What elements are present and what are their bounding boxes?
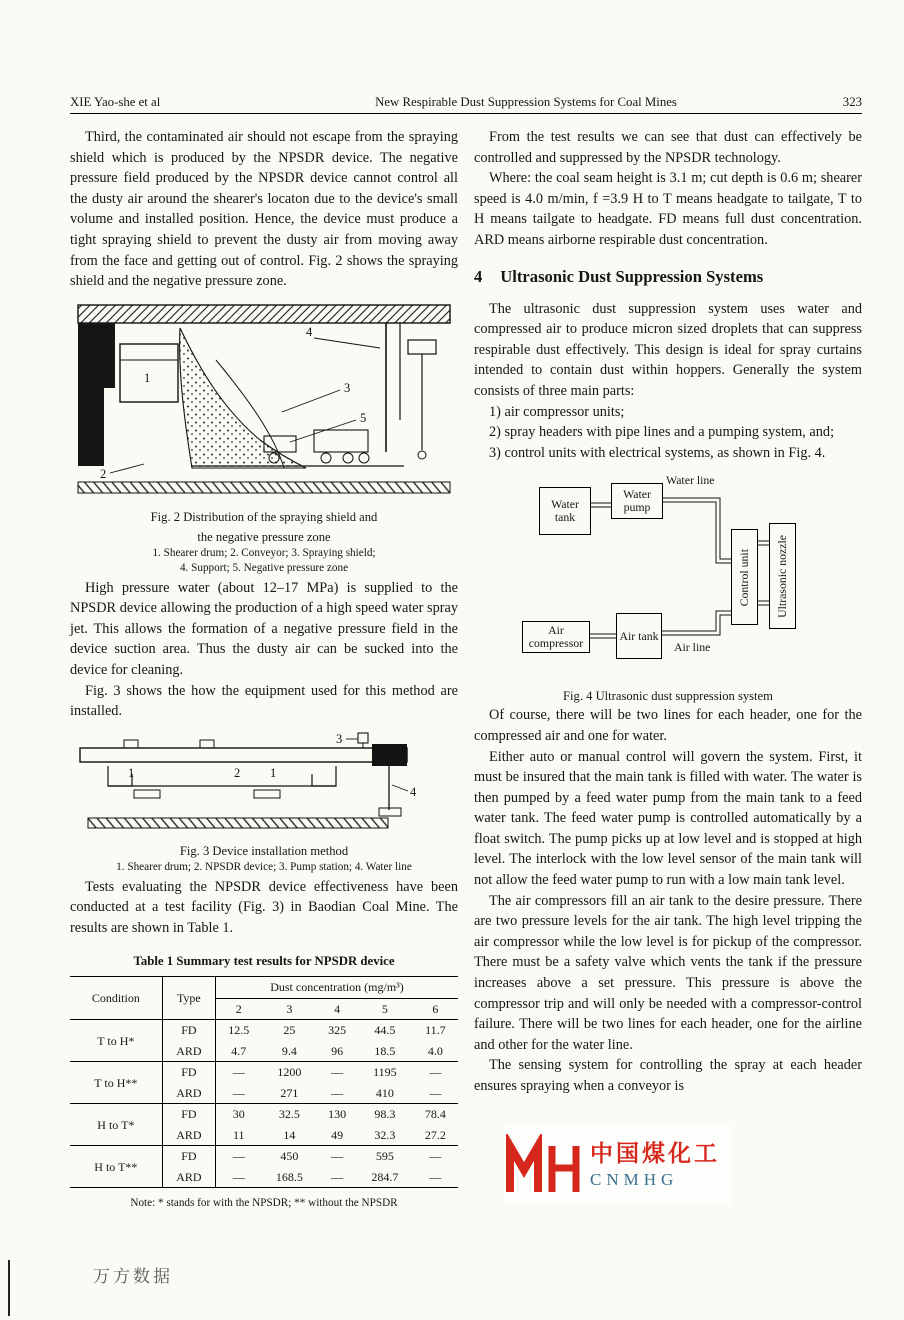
figure-3-caption: Fig. 3 Device installation method	[179, 844, 349, 859]
figure-2-caption-2: the negative pressure zone	[197, 530, 331, 545]
ultrasonic-nozzle-box	[769, 523, 796, 629]
cell-value: —	[216, 1062, 262, 1083]
figure-3-image	[74, 730, 454, 834]
cell-value: 96	[331, 1043, 344, 1058]
cell-value: 1195	[357, 1062, 413, 1083]
cnmhg-logo-icon	[504, 1134, 582, 1196]
table-row	[70, 1020, 458, 1041]
cnmhg-chinese-text: 中国煤化工	[590, 1140, 720, 1166]
fig3-label-drum-left: 1	[128, 765, 135, 780]
section-number: 4	[474, 266, 483, 286]
cell-value: 32.5	[261, 1104, 317, 1125]
cell-condition: T to H*	[70, 1020, 162, 1062]
cell-condition: H to T**	[70, 1146, 162, 1188]
fig3-label-water-line: 4	[410, 784, 417, 799]
cell-value: 410	[375, 1085, 394, 1100]
cell-value: —	[429, 1169, 442, 1184]
section-4-heading	[474, 267, 862, 287]
cell-value: —	[216, 1146, 262, 1167]
col-header-dust-concentration: Dust concentration (mg/m³)	[216, 977, 459, 999]
cell-value: —	[317, 1062, 357, 1083]
cnmhg-watermark	[504, 1124, 732, 1206]
cnmhg-watermark-text	[590, 1141, 720, 1190]
cell-value: 14	[283, 1127, 296, 1142]
cell-value: 284.7	[371, 1169, 399, 1184]
cell-type: ARD	[162, 1167, 215, 1188]
list-item: 1) air compressor units;	[489, 403, 625, 420]
cell-value: —	[413, 1146, 458, 1167]
figure-2	[70, 300, 458, 576]
fig2-floor	[78, 482, 450, 493]
fig2-label-shield: 3	[344, 380, 351, 395]
cell-value: 168.5	[275, 1169, 303, 1184]
cell-value: 78.4	[413, 1104, 458, 1125]
cell-value: —	[331, 1085, 344, 1100]
table-row	[70, 1062, 458, 1083]
paragraph: Either auto or manual control will govern the system. First, it must be insured that the main tank is filled with water. The water is then pumped by a feed water pump from the main tank to a feed water tank. The feed water pump is controlled automatically by a float switch. The pump picks up at low level and is stopped at high level. The interlock with the low level sensor of the main tank will not allow the feed water pump to run with a low main tank level.	[474, 748, 862, 889]
cell-value: 450	[261, 1146, 317, 1167]
control-unit-box	[731, 529, 758, 625]
running-author: XIE Yao-she et al	[70, 95, 161, 109]
cell-value: 325	[328, 1023, 347, 1038]
air-tank-box: Air tank	[616, 613, 662, 659]
paragraph: From the test results we can see that dust can effectively be controlled and suppressed by the NPSDR technology.	[474, 129, 862, 166]
fig2-label-support: 4	[306, 324, 313, 339]
paragraph: Tests evaluating the NPSDR device effectiveness have been conducted at a test facility (Fig. 3) in Baodian Coal Mine. The results are shown in Table 1.	[70, 878, 458, 937]
cell-value: 595	[357, 1146, 413, 1167]
cell-value: 98.3	[357, 1104, 413, 1125]
cell-value: 49	[331, 1127, 344, 1142]
figure-4	[474, 471, 862, 685]
cell-value: 9.4	[281, 1043, 297, 1058]
col-header-condition: Condition	[70, 977, 162, 1020]
cell-type: FD	[162, 1020, 215, 1041]
col-header-point: 2	[216, 998, 262, 1020]
paragraph: High pressure water (about 12–17 MPa) is supplied to the NPSDR device allowing the production of a high speed water spray jet. This allows the formation of a negative pressure field in the device suction area. Thus the dusty air can be sucked into the device for cleaning.	[70, 579, 458, 678]
paragraph: The sensing system for controlling the spray at each header ensures spraying when a conveyor is	[474, 1057, 862, 1094]
cell-value: —	[331, 1169, 344, 1184]
section-title: Ultrasonic Dust Suppression Systems	[500, 266, 764, 286]
fig2-label-shearer: 1	[144, 370, 151, 385]
cell-type: FD	[162, 1104, 215, 1125]
cell-value: 4.0	[427, 1043, 443, 1058]
cnmhg-latin-text: CNMHG	[590, 1169, 679, 1189]
table-1	[70, 976, 458, 1188]
paragraph: Third, the contaminated air should not escape from the spraying shield which is produced by the NPSDR device. The negative pressure field produced by the NPSDR device cannot control all the dusty air around the shearer's locaton due to the device's small volume and installed position. Hence, the device must produce a tight spraying shield to prevent the dusty air from moving away from the face and getting out of control. Fig. 2 shows the spraying shield and the negative pressure zone.	[70, 129, 458, 290]
cell-type: ARD	[162, 1125, 215, 1146]
page-header	[70, 95, 862, 114]
cell-value: —	[232, 1169, 245, 1184]
fig3-floor	[88, 818, 388, 828]
table-1-note: Note: * stands for with the NPSDR; ** without the NPSDR	[130, 1197, 398, 1210]
page-number: 323	[842, 95, 862, 109]
figure-4-caption: Fig. 4 Ultrasonic dust suppression system	[563, 689, 773, 704]
cell-value: —	[232, 1085, 245, 1100]
col-header-point: 5	[357, 998, 413, 1020]
list-item: 3) control units with electrical systems, as shown in Fig. 4.	[489, 444, 826, 461]
paragraph: The ultrasonic dust suppression system uses water and compressed air to produce micron sized droplets that can suppress respirable dust effectively. This design is ideal for spray curtains intended to contain dust within hoppers. Generally the system consists of three main parts:	[474, 300, 862, 399]
running-title: New Respirable Dust Suppression Systems for Coal Mines	[375, 95, 677, 109]
cell-value: 30	[216, 1104, 262, 1125]
paragraph: Fig. 3 shows the how the equipment used for this method are installed.	[70, 682, 458, 720]
col-header-point: 6	[413, 998, 458, 1020]
cell-condition: T to H**	[70, 1062, 162, 1104]
fig3-label-device: 2	[234, 765, 241, 780]
paragraph: The air compressors fill an air tank to the desire pressure. There are two pressure levels for the air tank. The high level tripping the air compressor while the low level is for pickup of the compressor. There must be a safety valve which vents the tank if the pressure increases above a set pressure. This pressure is above the compressor trip and will only be needed with a compressor-control failure. There will be two lines for each header, one for the airline and other for the water line.	[474, 892, 862, 1053]
figure-2-legend-2: 4. Support; 5. Negative pressure zone	[179, 561, 349, 574]
col-header-type: Type	[162, 977, 215, 1020]
cell-value: 11.7	[425, 1023, 446, 1038]
cell-value: —	[317, 1146, 357, 1167]
wanfang-data-watermark: 万方数据	[93, 1267, 173, 1286]
fig2-roof	[78, 305, 450, 323]
column-right	[474, 127, 862, 1214]
cell-type: FD	[162, 1062, 215, 1083]
cell-value: —	[429, 1085, 442, 1100]
cell-type: ARD	[162, 1041, 215, 1062]
paragraph: Of course, there will be two lines for each header, one for the compressed air and one for water.	[474, 707, 862, 744]
water-tank-box: Water tank	[539, 487, 591, 535]
control-unit-label: Control unit	[737, 548, 751, 606]
cell-value: 271	[280, 1085, 299, 1100]
water-pump-box: Water pump	[611, 483, 663, 519]
ultrasonic-nozzle-label: Ultrasonic nozzle	[775, 534, 789, 618]
figure-2-image	[74, 300, 454, 500]
cell-value: 44.5	[374, 1023, 396, 1038]
fig2-label-zone: 5	[360, 410, 367, 425]
air-compressor-box: Air compressor	[522, 621, 590, 653]
scan-artifact-line	[8, 1260, 10, 1316]
col-header-point: 3	[261, 998, 317, 1020]
cell-value: 27.2	[424, 1127, 446, 1142]
figure-3-legend: 1. Shearer drum; 2. NPSDR device; 3. Pump station; 4. Water line	[116, 861, 412, 874]
cell-condition: H to T*	[70, 1104, 162, 1146]
cell-value: 4.7	[231, 1043, 247, 1058]
table-row	[70, 1104, 458, 1125]
cell-value: —	[413, 1062, 458, 1083]
fig2-spray-shield	[180, 328, 306, 468]
page-body	[70, 127, 862, 1214]
figure-3	[70, 730, 458, 875]
cell-value: 130	[317, 1104, 357, 1125]
fig2-label-conveyor: 2	[100, 466, 107, 481]
paragraph: Where: the coal seam height is 3.1 m; cut depth is 0.6 m; shearer speed is 4.0 m/min, f =3.9 H to T means headgate to tailgate, T to H means tailgate to headgate. FD means full dust concentration. ARD means airborne respirable dust concentration.	[474, 170, 862, 248]
fig2-coal-wall	[78, 323, 115, 466]
cell-value: 12.5	[228, 1023, 250, 1038]
figure-2-legend: 1. Shearer drum; 2. Conveyor; 3. Spraying shield;	[152, 547, 376, 560]
fig3-label-pump-station: 3	[336, 731, 343, 746]
cell-type: FD	[162, 1146, 215, 1167]
table-1-title: Table 1 Summary test results for NPSDR device	[133, 953, 395, 968]
water-line-label: Water line	[666, 473, 715, 488]
cell-value: 25	[283, 1023, 296, 1038]
list-item: 2) spray headers with pipe lines and a pumping system, and;	[489, 424, 835, 441]
cell-value: 11	[232, 1127, 245, 1142]
fig3-label-drum-right: 1	[270, 765, 277, 780]
cell-value: 18.5	[374, 1043, 396, 1058]
air-line-label: Air line	[674, 640, 711, 655]
cell-value: 32.3	[374, 1127, 396, 1142]
table-row	[70, 1146, 458, 1167]
cell-type: ARD	[162, 1083, 215, 1104]
column-left	[70, 127, 458, 1214]
figure-2-caption: Fig. 2 Distribution of the spraying shield and	[150, 510, 378, 525]
col-header-point: 4	[317, 998, 357, 1020]
cell-value: 1200	[261, 1062, 317, 1083]
